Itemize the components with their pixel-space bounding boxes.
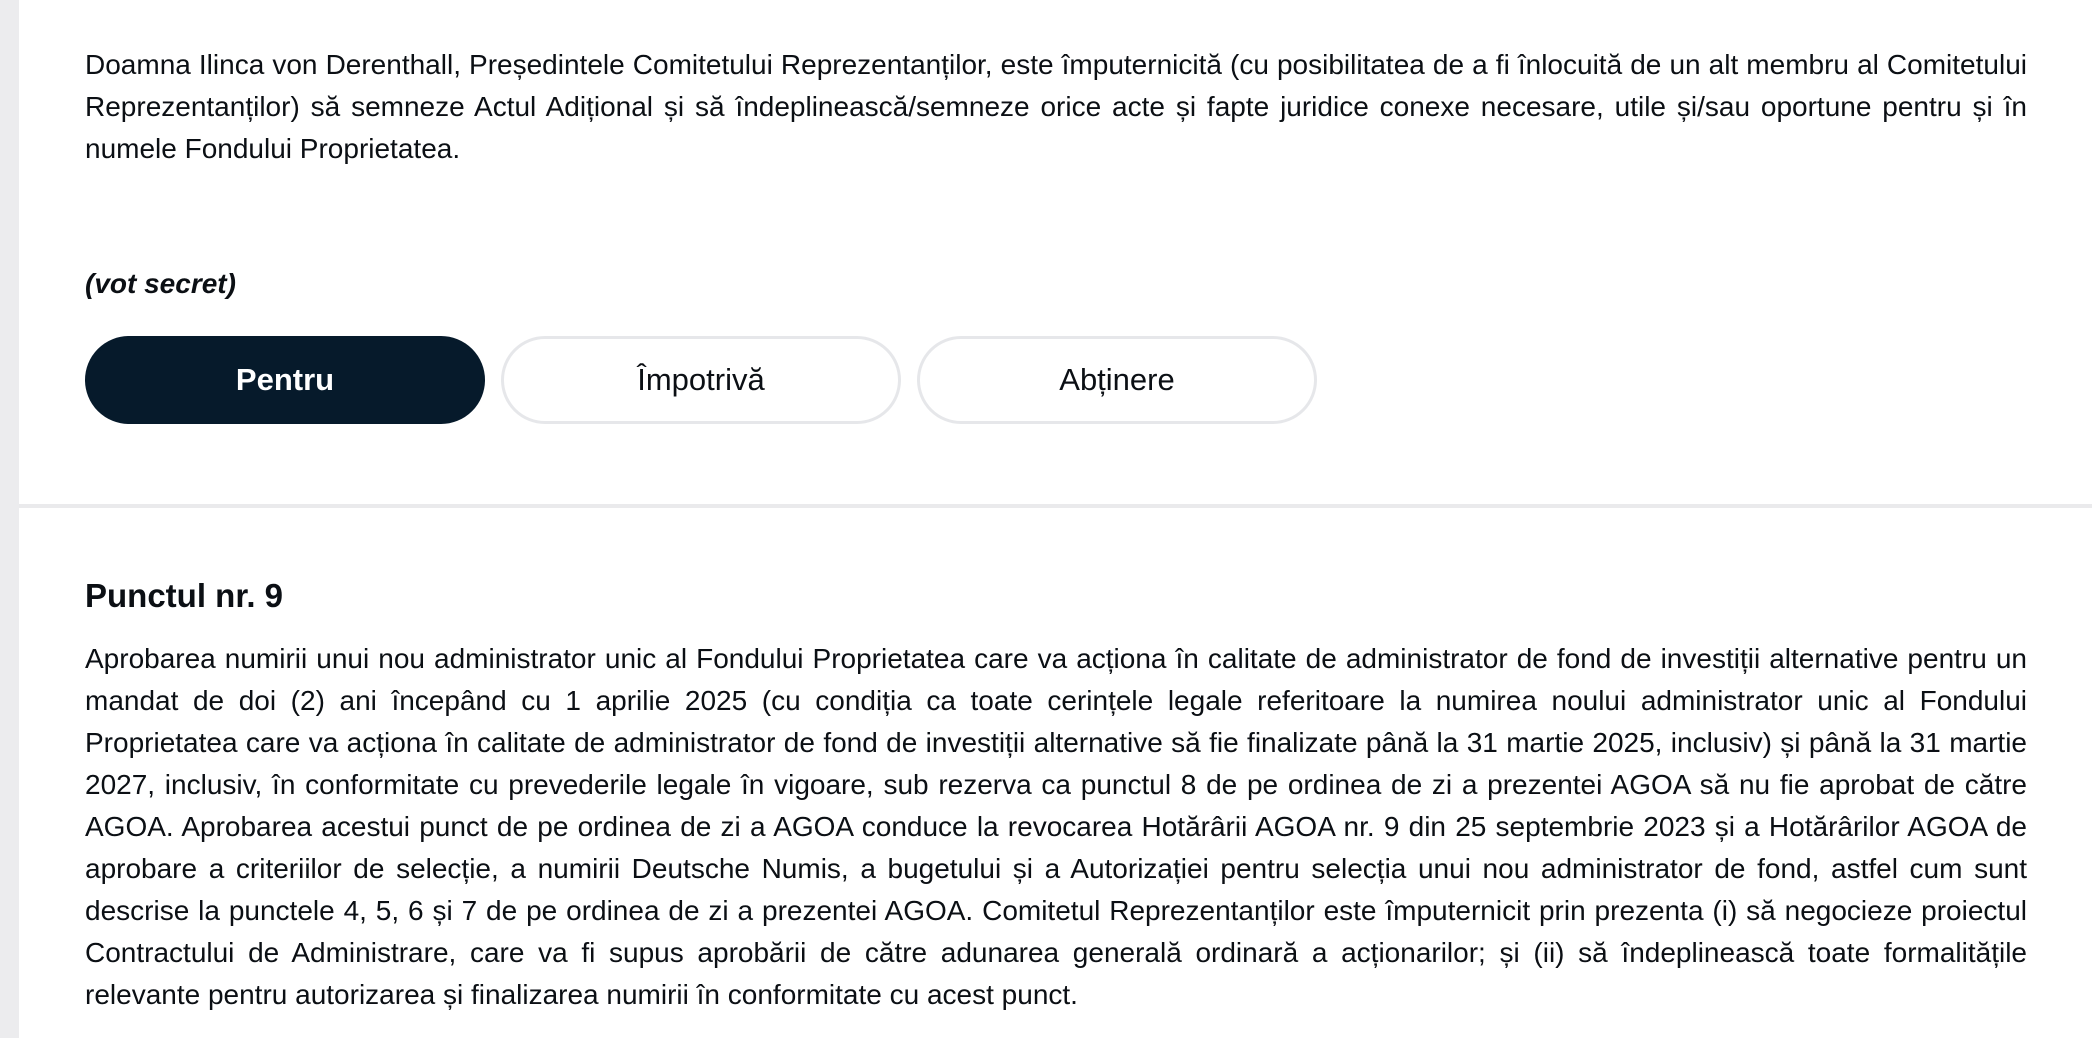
item-text: Aprobarea numirii unui nou administrator unic al Fondului Proprietatea care va acționa în calitate de administrator de fond de investiții alternative pentru un mandat de doi (2) ani începând cu 1 aprilie 2025 (cu condiția ca toate cerințele legale referitoare la numirea noului administrator unic al Fondului Proprietatea care va acționa în calitate de administrator de fond de investiții alternative să fie finalizate până la 31 martie 2025, inclusiv) și până la 31 martie 2027, inclusiv, în conformitate cu prevederile legale în vigoare, sub rezerva ca punctul 8 de pe ordinea de zi a prezentei AGOA să nu fie aprobat de către AGOA. Aprobarea acestui punct de pe ordinea de zi a AGOA conduce la revocarea Hotărârii AGOA nr. 9 din 25 septembrie 2023 și a Hotărârilor AGOA de aprobare a criteriilor de selecție, a numirii Deutsche Numis, a bugetului și a Autorizației pentru selecția unui nou administrator de fond, astfel cum sunt descrise la punctele 4, 5, 6 și 7 de pe ordinea de zi a prezentei AGOA. Comitetul Reprezentanților este împuternicit prin prezenta (i) să negocieze proiectul Contractului de Administrare, care va fi supus aprobării de către adunarea generală ordinară a acționarilor; și (ii) să îndeplinească toate formalitățile relevante pentru autorizarea și finalizarea numirii în conformitate cu acest punct.: [85, 643, 2027, 1010]
item-section: [85, 638, 2027, 1016]
secret-vote-note: (vot secret): [85, 268, 236, 299]
item-title: Punctul nr. 9: [85, 577, 284, 614]
vote-abstain-button[interactable]: Abținere: [917, 336, 1317, 424]
section-divider: [19, 504, 2092, 508]
resolution-text: Doamna Ilinca von Derenthall, Președintele Comitetului Reprezentanților, este împuternicită (cu posibilitatea de a fi înlocuită de un alt membru al Comitetului Reprezentanților) să semneze Actul Adițional și să îndeplinească/semneze orice acte și fapte juridice conexe necesare, utile și/sau oportune pentru și în numele Fondului Proprietatea.: [85, 49, 2027, 164]
vote-for-button[interactable]: Pentru: [85, 336, 485, 424]
vote-against-button[interactable]: Împotrivă: [501, 336, 901, 424]
left-rail: [0, 0, 19, 1038]
previous-item-section: [85, 44, 2027, 170]
vote-options: [85, 336, 1317, 424]
